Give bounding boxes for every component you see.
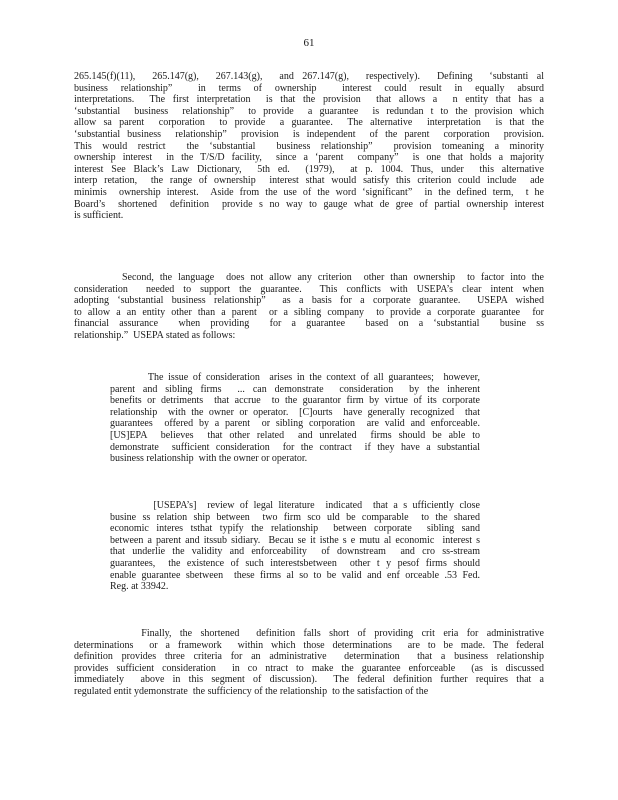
- text-line: that underlie the validity and enforceability of downstream and cro ss-stream: [110, 546, 480, 558]
- text-line: busine ss relation ship between two firm sco uld be comparable to the shared: [110, 511, 480, 523]
- block-quote-usepa-review: [110, 500, 480, 593]
- text-line: adopting ‘substantial business relationship” as a basis for a corporate guarantee. USEPA wished: [74, 295, 544, 307]
- text-line: determinations or a framework within which those determinations are to be made. The federal: [74, 639, 544, 651]
- text-line: relationship.” USEPA stated as follows:: [74, 329, 236, 341]
- text-line: minimis ownership interest. Aside from the use of the word ‘significant” in the defined term, t he: [74, 186, 544, 198]
- text-line: consideration needed to support the guarantee. This conflicts with USEPA’s clear intent when: [74, 283, 544, 295]
- text-line: guarantees, the existence of such interestsbetween other t y pesof firms should: [110, 557, 480, 569]
- text-line: economic interes tsthat typify the relationship between corporate sibling sand: [110, 523, 480, 535]
- paragraph-second-language: [74, 272, 544, 342]
- text-line: immediately above in this segment of discussion). The federal definition further requires that a: [74, 674, 544, 686]
- text-line: interp retation, the range of ownership interest sthat would satisfy this criterion could include ade: [74, 175, 544, 187]
- page-number: 61: [303, 37, 315, 49]
- text-line: Finally, the shortened definition falls short of providing crit eria for administrative: [74, 628, 544, 639]
- text-line: [USEPA’s] review of legal literature indicated that a s ufficiently close: [110, 500, 480, 511]
- text-line: Second, the language does not allow any criterion other than ownership to factor into the: [74, 272, 544, 283]
- text-line: provides sufficient consideration in co ntract to make the guarantee enforceable (as is discussed: [74, 662, 544, 674]
- text-line: Reg. at 33942.: [110, 581, 169, 593]
- text-line: interpretations. The first interpretation is that the provision that allows a n entity that has a: [74, 94, 544, 106]
- paragraph-substantial-business-relationship: [74, 71, 544, 222]
- text-line: Board’s shortened definition provide s no way to gauge what de gree of partial ownership interest: [74, 198, 544, 210]
- text-line: interest See Black’s Law Dictionary, 5th ed. (1979), at p. 1004. Thus, under this alternative: [74, 163, 544, 175]
- text-line: to allow a an entity other than a parent or a sibling company to provide a corporate guarantee for: [74, 306, 544, 318]
- text-line: parent and sibling firms ... can demonstrate consideration by the inherent: [110, 383, 480, 395]
- text-line: ownership interest in the T/S/D facility, since a ‘parent company” is one that holds a majority: [74, 152, 544, 164]
- text-line: business relationship” in terms of ownership interest could result in equally absurd: [74, 82, 544, 94]
- text-line: regulated entit ydemonstrate the sufficiency of the relationship to the satisfaction of the: [74, 685, 429, 697]
- text-line: ‘substantial business relationship” provision is independent of the parent corporation provision.: [74, 128, 544, 140]
- text-line: enable guarantee sbetween these firms al so to be valid and enf orceable .53 Fed.: [110, 569, 480, 581]
- paragraph-finally-shortened-definition: [74, 628, 544, 698]
- text-line: business relationship with the owner or operator.: [110, 453, 308, 465]
- text-line: is sufficient.: [74, 210, 124, 222]
- text-line: benefits or detriments that accrue to the guarantor firm by virtue of its corporate: [110, 395, 480, 407]
- text-line: demonstrate sufficient consideration for the contract if they have a substantial: [110, 441, 480, 453]
- text-line: 265.145(f)(11), 265.147(g), 267.143(g), and 267.147(g), respectively). Defining ‘substanti al: [74, 71, 544, 82]
- text-line: This would restrict the ‘substantial business relationship” provision tomeaning a minority: [74, 140, 544, 152]
- text-line: financial assurance when providing for a guarantee based on a ‘substantial busine ss: [74, 318, 544, 330]
- block-quote-consideration: [110, 372, 480, 465]
- text-line: guarantees offered by a parent or sibling corporation are valid and enforceable.: [110, 418, 480, 430]
- text-line: relationship with the owner or operator. [C]ourts have generally recognized that: [110, 406, 480, 418]
- text-line: allow sa parent corporation to provide a guarantee. The alternative interpretation is that the: [74, 117, 544, 129]
- text-line: ‘substantial business relationship” to provide a guarantee is redundan t to the provision which: [74, 105, 544, 117]
- text-line: The issue of consideration arises in the context of all guarantees; however,: [110, 372, 480, 383]
- text-line: definition provides three criteria for an administrative determination that a business relationship: [74, 651, 544, 663]
- text-line: [US]EPA believes that other related and unrelated firms should be able to: [110, 429, 480, 441]
- text-line: between a parent and itssub sidiary. Becau se it isthe s e mutu al economic interest s: [110, 534, 480, 546]
